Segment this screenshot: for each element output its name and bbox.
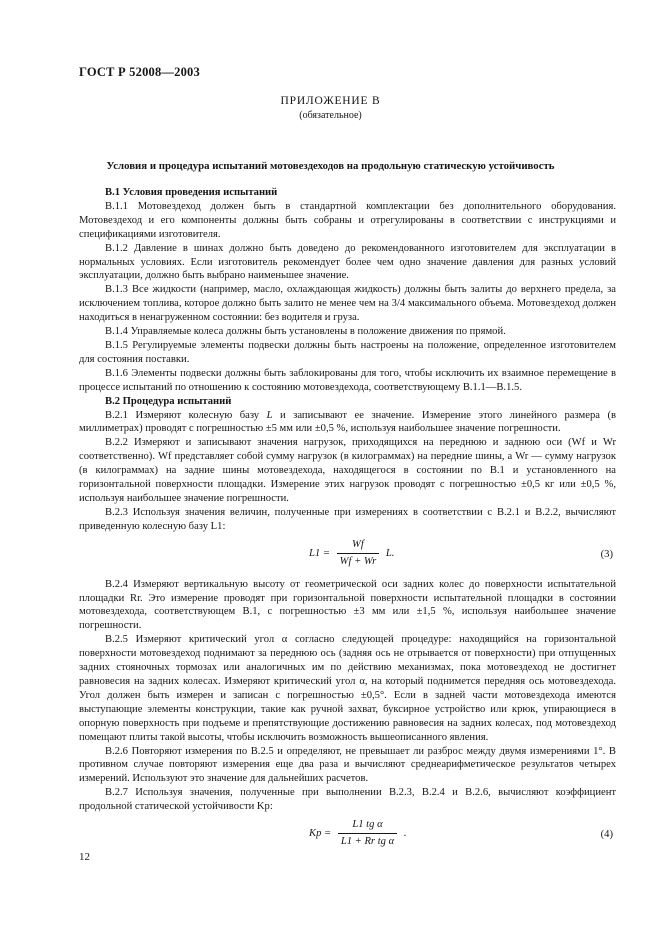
equation-4-fraction bbox=[338, 818, 397, 849]
paragraph-b22: В.2.2 Измеряют и записывают значения нагрузок, приходящихся на переднюю и заднюю оси (Wf и Wr соответственно). Wf представляет собой сумму нагрузок (в килограммах) на передние шины, а Wr — сумму нагрузок (в килограммах) на задние шины мотовездехода, находящегося в состоянии по В.1 и установленного на горизонтальной поверхности площадки. Измерение этих нагрузок проводят с погрешностью ±0,5 кг или ±0,5 %, используя наибольшее значение погрешности. bbox=[79, 437, 616, 504]
paragraph-b12: В.1.2 Давление в шинах должно быть доведено до рекомендованного изготовителем для эксплуатации в нормальных условиях. Если изготовитель рекомендует более чем одно значение давления для разных условий эксплуатации, должно быть выбрано наименьшее значение. bbox=[79, 242, 616, 282]
equation-4-body bbox=[309, 818, 406, 849]
symbol-L: L bbox=[266, 409, 273, 421]
appendix-title: ПРИЛОЖЕНИЕ В bbox=[280, 95, 381, 107]
equation-4-numerator: L1 tg α bbox=[338, 818, 397, 834]
equation-4-number: (4) bbox=[600, 829, 613, 841]
fraction-three-quarters: 3/4 bbox=[391, 298, 406, 310]
paragraph-b11: В.1.1 Мотовездеход должен быть в стандартной комплектации без дополнительного оборудования. Мотовездеход и его компоненты должны быть собраны и отрегулированы в соответствии с инструкциями и спецификациями изготовителя. bbox=[79, 200, 616, 240]
equation-3-lhs: L1 = bbox=[309, 547, 330, 559]
document-header: ГОСТ Р 52008—2003 bbox=[79, 65, 200, 79]
appendix-status: (обязательное) bbox=[299, 110, 362, 121]
paragraph-b21 bbox=[79, 409, 616, 437]
equation-4 bbox=[79, 814, 616, 858]
equation-3-numerator: Wf bbox=[337, 538, 380, 554]
equation-3-number: (3) bbox=[600, 548, 613, 560]
equation-3-rhs: L. bbox=[385, 547, 395, 559]
equation-3-denominator: Wf + Wr bbox=[339, 555, 377, 567]
paragraph-b23: В.2.3 Используя значения величин, полученные при измерениях в соответствии с В.2.1 и В.2.2, вычисляют приведенную колесную базу L1: bbox=[79, 506, 616, 532]
equation-4-denominator: L1 + Rr tg α bbox=[340, 835, 395, 847]
paragraph-b13-part1: В.1.3 Все жидкости (например, масло, охлаждающая жидкость) должны быть залиты до верхнего предела, за исключением топлива, которое должно быть залито не менее чем на bbox=[79, 284, 616, 310]
paragraph-b15: В.1.5 Регулируемые элементы подвески должны быть настроены на положение, определенное изготовителем для состояния поставки. bbox=[79, 339, 616, 365]
equation-3-fraction bbox=[337, 538, 380, 569]
paragraph-b21-part1: В.2.1 Измеряют колесную базу bbox=[105, 409, 267, 421]
paragraph-b26: В.2.6 Повторяют измерения по В.2.5 и определяют, не превышает ли разброс между двумя измерениями 1°. В противном случае повторяют измерения еще два раза и вычисляют среднеарифметическое результатов четырех измерений. Используют это значение для дальнейших расчетов. bbox=[79, 745, 616, 785]
paragraph-b13 bbox=[79, 283, 616, 325]
subsection-heading-b2: В.2 Процедура испытаний bbox=[105, 395, 232, 407]
paragraph-b16: В.1.6 Элементы подвески должны быть заблокированы для того, чтобы исключить их взаимное перемещение в процессе испытаний по отношению к состоянию мотовездехода, соответствующему В.1.1—В.1.5. bbox=[79, 367, 616, 393]
equation-3 bbox=[79, 534, 616, 578]
document-body bbox=[79, 186, 616, 858]
paragraph-b25: В.2.5 Измеряют критический угол α согласно следующей процедуре: находящийся на горизонтальной поверхности мотовездеход поднимают за переднюю ось (задняя ось не отрывается от поверхности) при отпущенных задних стояночных тормозах или аналогичных им по действию механизмах, пока мотовездеход не достигнет равновесия на задних колесах. Измеряют критический угол α, на который поднимется передняя ось мотовездехода. Угол должен быть измерен и записан с погрешностью ±0,5°. Если в задней части мотовездехода имеются выступающие элементы конструкции, такие как ручной захват, буксирное устройство или крюк, упирающиеся в опорную поверхность при подъеме и препятствующие достижению равновесия на задних колесах, под мотовездеход помещают плиты такой высоты, чтобы исключить возможность вышеописанного явления. bbox=[79, 634, 616, 743]
equation-4-lhs: Kp = bbox=[309, 827, 332, 839]
subsection-heading-b1: В.1 Условия проведения испытаний bbox=[105, 187, 278, 198]
paragraph-b27: В.2.7 Используя значения, полученные при выполнении В.2.3, В.2.4 и В.2.6, вычисляют коэффициент продольной статической устойчивости Kp: bbox=[79, 787, 616, 813]
paragraph-b21-part2: и записывают ее значение. Измерение этого линейного размера (в миллиметрах) проводят с погрешностью ±5 мм или ±0,5 %, используя наибольшее значение погрешности. bbox=[79, 409, 616, 435]
equation-3-body bbox=[309, 538, 394, 569]
equation-4-rhs: . bbox=[403, 827, 407, 839]
paragraph-b24: В.2.4 Измеряют вертикальную высоту от геометрической оси задних колес до поверхности испытательной площадки Rr. Это измерение проводят при горизонтальной поверхности испытательной площадки в состоянии мотовездехода, соответствующем В.1, с погрешностью ±3 мм или ±1,5 %, используя наибольшее значение погрешности. bbox=[79, 578, 616, 632]
section-title: Условия и процедура испытаний мотовездеходов на продольную статическую устойчивость bbox=[106, 160, 555, 172]
paragraph-b13-part2: максимального объема. Мотовездеход должен находиться в ненагруженном состоянии: без водителя и груза. bbox=[79, 298, 616, 324]
paragraph-b14: В.1.4 Управляемые колеса должны быть установлены в положение движения по прямой. bbox=[105, 326, 506, 338]
page-number: 12 bbox=[79, 851, 90, 863]
